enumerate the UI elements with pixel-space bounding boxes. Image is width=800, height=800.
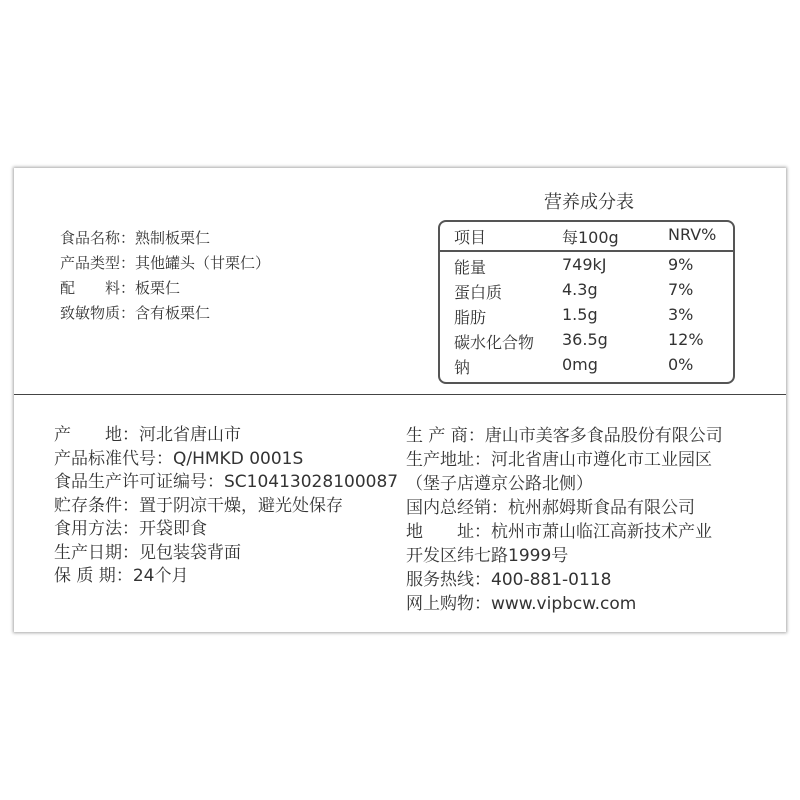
nutrient-amount: 0mg [562,355,598,374]
header-nrv: NRV% [668,225,717,244]
detail-label: 生产地址 [406,450,474,470]
detail-value: 置于阴凉干燥，避光处保存 [139,495,343,516]
colon: ： [156,448,173,469]
nutrition-row [440,253,733,278]
detail-label: 网上购物 [406,594,474,614]
section-divider [14,394,786,395]
header-per100g: 每100g [562,228,619,247]
detail-label: 产品标准代号 [54,448,156,469]
colon: ： [122,542,139,563]
detail-row-production-date [54,542,398,566]
colon: ： [115,566,133,586]
detail-row-distributor-address-cont [406,544,723,568]
detail-value: 开袋即食 [139,519,207,539]
info-label: 产品类型 [60,254,121,272]
nutrition-table [438,220,735,384]
detail-value: Q/HMKD 0001S [173,448,304,469]
info-row-allergens [60,301,270,326]
detail-value: 杭州郝姆斯食品有限公司 [508,498,695,518]
detail-row-usage [54,518,398,542]
nutrient-nrv: 3% [668,305,694,324]
nutrient-amount: 36.5g [562,330,608,349]
detail-value: 杭州市萧山临江高新技术产业 [491,522,712,542]
detail-row-distributor-address [406,520,723,544]
detail-value: （堡子店遵京公路北侧） [406,474,593,494]
colon: ： [467,426,485,446]
colon: ： [120,279,136,297]
detail-row-address-cont [406,472,723,496]
colon: ： [474,594,491,614]
nutrient-nrv: 9% [668,255,694,274]
detail-row-address [406,448,723,472]
detail-label: 保 质 期 [54,566,116,586]
header-item: 项目 [454,228,487,247]
colon: ： [122,519,139,539]
detail-label: 产 地 [54,425,122,445]
colon: ： [207,472,224,492]
detail-value: 唐山市美客多食品股份有限公司 [484,426,723,446]
nutrition-body [440,253,733,378]
detail-label: 服务热线 [406,570,474,590]
colon: ： [122,425,139,445]
nutrition-row [440,303,733,328]
info-value: 含有板栗仁 [135,304,211,322]
colon: ： [120,304,136,322]
detail-label: 生 产 商 [406,426,468,446]
detail-value: SC10413028100087 [224,472,399,492]
nutrition-title: 营养成分表 [544,192,634,213]
product-details-left [54,424,398,589]
detail-label: 国内总经销 [406,498,491,518]
colon: ： [474,570,491,590]
info-label: 致敏物质 [60,304,121,322]
nutrient-name: 钠 [454,358,471,377]
detail-value: 400-881-0118 [491,570,612,590]
nutrient-nrv: 7% [668,280,694,299]
detail-row-website [406,592,723,616]
nutrient-nrv: 0% [668,355,694,374]
nutrient-name: 碳水化合物 [454,333,535,352]
info-value: 熟制板栗仁 [135,229,211,247]
colon: ： [120,254,136,272]
nutrient-amount: 4.3g [562,280,598,299]
detail-value: 24个月 [132,566,189,586]
info-row-ingredients [60,276,270,301]
nutrition-header-row [440,222,733,252]
detail-label: 贮存条件 [54,495,122,516]
detail-value: 见包装袋背面 [139,542,241,563]
info-value: 板栗仁 [135,279,181,297]
colon: ： [474,522,491,542]
detail-value: 河北省唐山市遵化市工业园区 [491,450,712,470]
colon: ： [122,495,139,516]
detail-row-manufacturer [406,424,723,448]
info-label: 配 料 [60,279,121,297]
detail-value: 河北省唐山市 [139,425,241,445]
info-row-type [60,251,270,276]
detail-row-storage [54,495,398,519]
nutrition-row [440,353,733,378]
info-label: 食品名称 [60,229,121,247]
basic-info-block [60,226,270,326]
info-row-name [60,226,270,251]
nutrient-name: 蛋白质 [454,283,503,302]
detail-label: 地 址 [406,522,474,542]
detail-row-origin [54,424,398,448]
detail-row-standard [54,448,398,472]
nutrient-amount: 749kJ [562,255,607,274]
detail-label: 食品生产许可证编号 [54,472,207,492]
info-value: 其他罐头（甘栗仁） [135,254,271,272]
nutrition-row [440,278,733,303]
detail-label: 食用方法 [54,519,122,539]
detail-row-license [54,471,398,495]
nutrition-row [440,328,733,353]
detail-row-distributor [406,496,723,520]
nutrient-name: 能量 [454,258,487,277]
detail-label: 生产日期 [54,542,122,563]
colon: ： [474,450,491,470]
colon: ： [491,498,508,518]
detail-value: www.vipbcw.com [491,594,637,614]
colon: ： [120,229,136,247]
nutrient-nrv: 12% [668,330,704,349]
detail-row-hotline [406,568,723,592]
detail-value: 开发区纬七路1999号 [406,546,569,566]
product-label-card [14,168,786,632]
nutrient-amount: 1.5g [562,305,598,324]
detail-row-shelf-life [54,565,398,589]
product-details-right [406,424,723,616]
nutrient-name: 脂肪 [454,308,487,327]
